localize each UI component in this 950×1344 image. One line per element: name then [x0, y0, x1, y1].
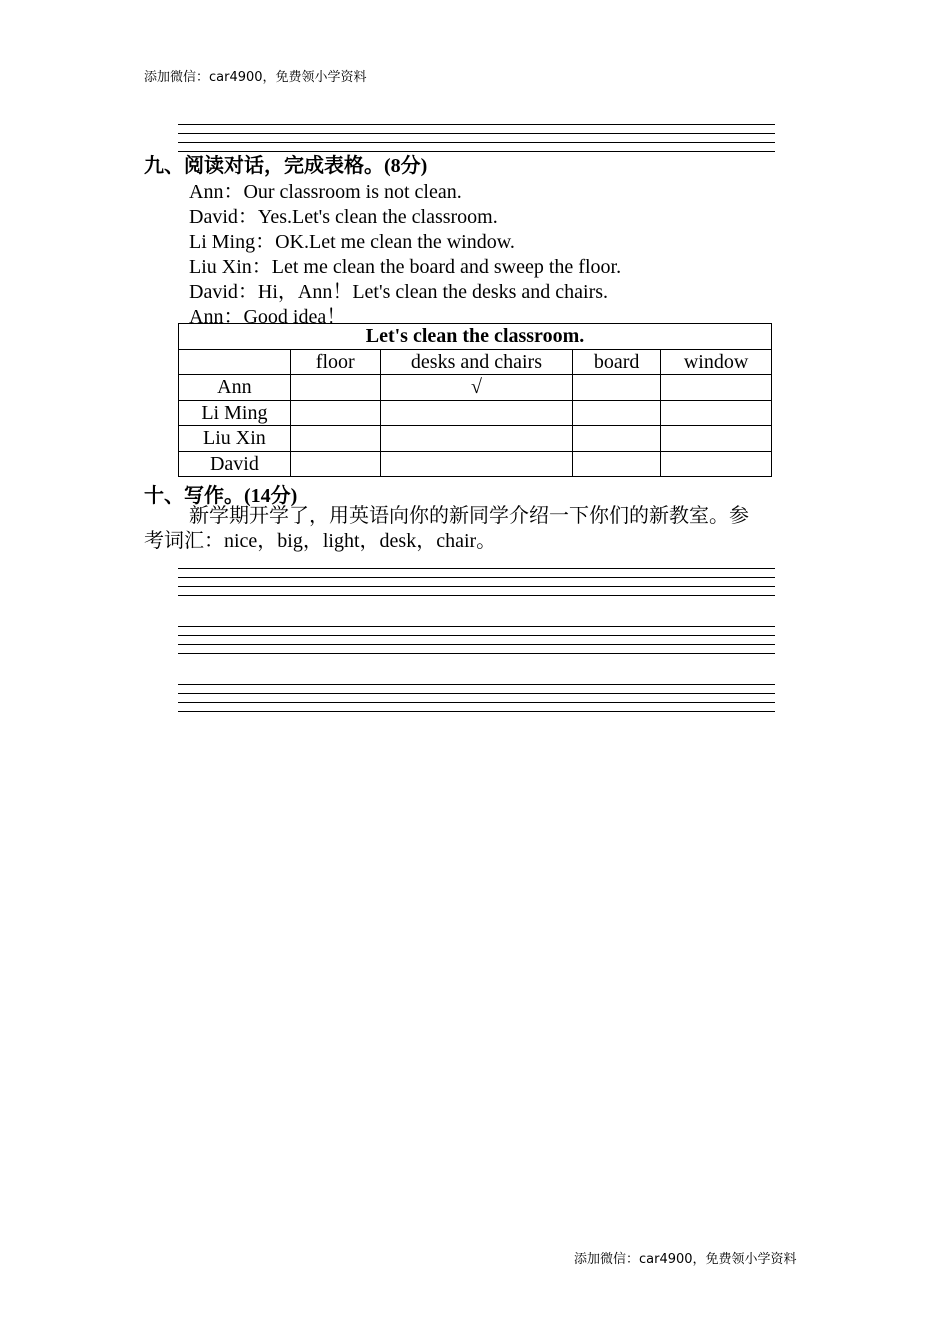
answer-cell[interactable] — [573, 451, 661, 477]
table-header-row — [179, 349, 772, 375]
answer-cell[interactable] — [380, 400, 573, 426]
header-note: 添加微信：car4900，免费领小学资料 — [144, 70, 367, 85]
header-cell — [179, 349, 291, 375]
writing-prompt-line2: 考词汇：nice，big，light，desk，chair。 — [144, 530, 497, 552]
dialogue-line: Ann：Our classroom is not clean. — [189, 181, 462, 203]
header-cell: desks and chairs — [380, 349, 573, 375]
table-title: Let's clean the classroom. — [179, 324, 772, 350]
section9-heading: 九、阅读对话，完成表格。(8分) — [144, 155, 428, 177]
answer-cell[interactable] — [661, 426, 772, 452]
row-name-cell: Liu Xin — [179, 426, 291, 452]
answer-cell[interactable] — [290, 426, 380, 452]
dialogue-line: David：Hi，Ann！Let's clean the desks and chairs. — [189, 281, 609, 303]
table-row — [179, 426, 772, 452]
answer-cell[interactable] — [661, 400, 772, 426]
row-name-cell: Li Ming — [179, 400, 291, 426]
dialogue-line: Ann：Good idea！ — [189, 306, 347, 328]
row-name-cell: David — [179, 451, 291, 477]
table-title-row — [179, 324, 772, 350]
header-cell: window — [661, 349, 772, 375]
dialogue-line: Li Ming：OK.Let me clean the window. — [189, 231, 515, 253]
answer-cell[interactable] — [573, 375, 661, 401]
answer-cell[interactable] — [380, 426, 573, 452]
answer-cell[interactable] — [573, 426, 661, 452]
answer-cell[interactable] — [661, 375, 772, 401]
writing-prompt-line1: 新学期开学了，用英语向你的新同学介绍一下你们的新教室。参 — [189, 505, 749, 527]
answer-cell[interactable] — [290, 375, 380, 401]
table-row — [179, 451, 772, 477]
row-name-cell: Ann — [179, 375, 291, 401]
answer-cell[interactable] — [380, 451, 573, 477]
table-row — [179, 375, 772, 401]
header-cell: floor — [290, 349, 380, 375]
answer-cell[interactable] — [290, 451, 380, 477]
table-row — [179, 400, 772, 426]
header-cell: board — [573, 349, 661, 375]
section10-heading: 十、写作。(14分) — [144, 485, 298, 507]
answer-cell[interactable] — [290, 400, 380, 426]
dialogue-line: David：Yes.Let's clean the classroom. — [189, 206, 498, 228]
cleaning-table — [178, 323, 772, 477]
answer-cell[interactable] — [573, 400, 661, 426]
answer-cell[interactable]: √ — [380, 375, 573, 401]
answer-cell[interactable] — [661, 451, 772, 477]
dialogue-line: Liu Xin：Let me clean the board and sweep the floor. — [189, 256, 622, 278]
footer-note: 添加微信：car4900，免费领小学资料 — [574, 1252, 797, 1267]
